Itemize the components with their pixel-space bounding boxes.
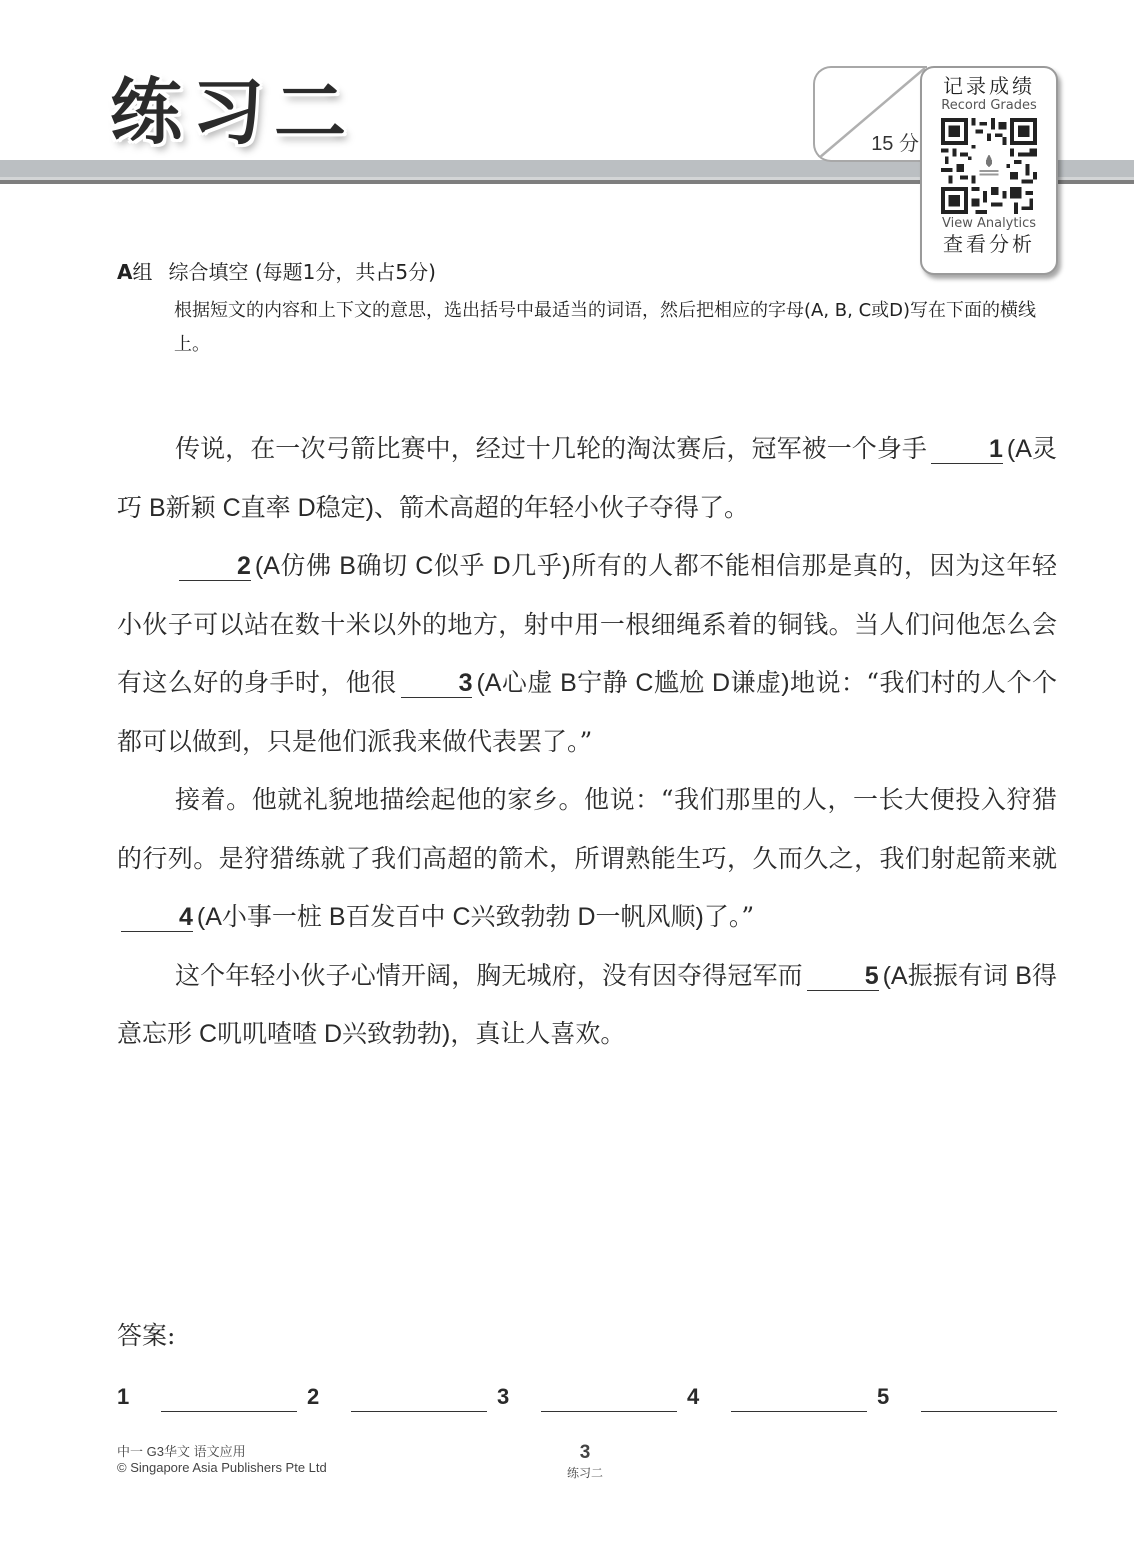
paragraph-4 xyxy=(117,947,1057,1064)
answer-item-2 xyxy=(307,1372,487,1412)
page-section: 练习二 xyxy=(566,1466,603,1480)
blank-4: 4 xyxy=(121,903,193,932)
answer-number: 4 xyxy=(687,1384,700,1409)
paragraph-text: 传说，在一次弓箭比赛中，经过十几轮的淘汰赛后，冠军被一个身手 xyxy=(175,434,927,463)
section-title: 综合填空 (每题1分，共占5分) xyxy=(168,260,436,284)
answer-item-5 xyxy=(877,1372,1057,1412)
options-2: (A仿佛 B确切 C似乎 D几乎) xyxy=(254,552,571,580)
options-5: (A振振有词 B得意忘形 C叽叽喳喳 D兴致勃勃) xyxy=(117,961,1057,1048)
answer-item-3 xyxy=(497,1372,677,1412)
answer-field-5[interactable] xyxy=(921,1383,1057,1412)
answer-row xyxy=(117,1372,1057,1412)
section-instruction: 根据短文的内容和上下文的意思，选出括号中最适当的词语，然后把相应的字母(A, B, C或D)写在下面的横线上。 xyxy=(174,300,1037,355)
paragraph-3 xyxy=(117,771,1057,947)
page-number: 3 xyxy=(579,1442,591,1463)
page-title: 练习二 xyxy=(110,70,357,154)
options-1: (A灵巧 B新颖 C直率 D稳定) xyxy=(117,435,1057,522)
answer-field-1[interactable] xyxy=(161,1383,297,1412)
book-title: 中一 G3华文 语文应用 xyxy=(117,1444,246,1459)
blank-5: 5 xyxy=(807,962,879,991)
paragraph-2 xyxy=(117,537,1057,771)
options-4: (A小事一桩 B百发百中 C兴致勃勃 D一帆风顺) xyxy=(196,903,704,931)
qr-view-analytics-cn: 查看分析 xyxy=(943,232,1035,256)
answer-item-1 xyxy=(117,1372,297,1412)
qr-code-icon[interactable] xyxy=(941,118,1037,214)
footer-page xyxy=(535,1442,635,1482)
qr-view-analytics-en: View Analytics xyxy=(941,216,1036,231)
paragraph-1 xyxy=(117,420,1057,537)
section-heading xyxy=(117,256,436,285)
options-3: (A心虚 B宁静 C尴尬 D谦虚) xyxy=(476,669,790,697)
score-box xyxy=(813,66,927,162)
blank-1: 1 xyxy=(931,435,1003,464)
answer-number: 1 xyxy=(117,1384,130,1409)
paragraph-text: 这个年轻小伙子心情开阔，胸无城府，没有因夺得冠军而 xyxy=(175,960,803,990)
answer-item-4 xyxy=(687,1372,867,1412)
blank-3: 3 xyxy=(401,669,473,698)
section-group-suffix: 组 xyxy=(132,260,153,284)
answer-number: 5 xyxy=(877,1384,890,1409)
total-score: 15 分 xyxy=(868,127,919,156)
paragraph-text: 地说：“我们村的人个个都可以做到，只是他们派我来做代表罢了。” xyxy=(117,668,1057,756)
paragraph-text: 了。” xyxy=(703,902,755,931)
qr-card[interactable] xyxy=(920,66,1058,275)
copyright: © Singapore Asia Publishers Pte Ltd xyxy=(117,1460,327,1475)
qr-record-grades-en: Record Grades xyxy=(941,98,1037,113)
answer-field-3[interactable] xyxy=(541,1383,677,1412)
answer-label: 答案: xyxy=(117,1321,176,1350)
section-group-letter: A xyxy=(117,260,133,284)
footer-publisher xyxy=(117,1444,327,1476)
answer-number: 2 xyxy=(307,1384,320,1409)
answer-field-2[interactable] xyxy=(351,1383,487,1412)
paragraph-text: 、箭术高超的年轻小伙子夺得了。 xyxy=(373,492,749,522)
blank-2: 2 xyxy=(179,552,251,581)
qr-record-grades-cn: 记录成绩 xyxy=(943,74,1035,98)
paragraph-text: 接着。他就礼貌地描绘起他的家乡。他说：“我们那里的人，一长大便投入狩猎的行列。是狩猎练就了我们高超的箭术，所谓熟能生巧，久而久之，我们射起箭来就 xyxy=(117,785,1057,873)
answer-field-4[interactable] xyxy=(731,1383,867,1412)
paragraph-text: ，真让人喜欢。 xyxy=(450,1019,626,1048)
passage xyxy=(117,420,1057,1064)
answer-number: 3 xyxy=(497,1384,510,1409)
paragraph-text: 所有的人都不能相信那是真的，因为这年轻小伙子可以站在数十米以外的地方，射中用一根细绳系着的铜钱。当人们问他怎么会有这么好的身手时，他很 xyxy=(117,551,1057,697)
